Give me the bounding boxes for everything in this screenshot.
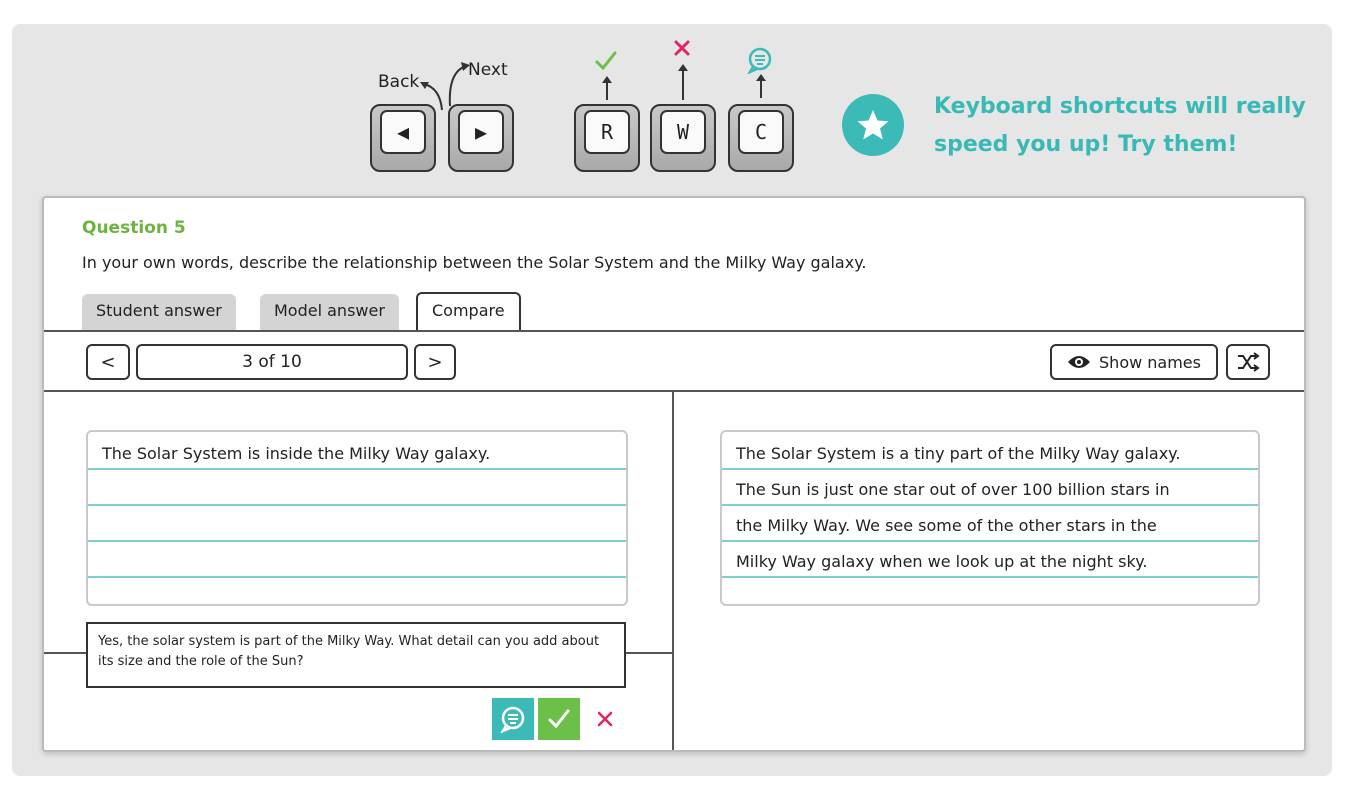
prev-button[interactable]: <	[86, 344, 130, 380]
comment-button[interactable]	[492, 698, 534, 740]
show-names-label: Show names	[1099, 352, 1201, 372]
question-number: Question 5	[82, 218, 186, 238]
r-key[interactable]	[574, 104, 640, 172]
mark-correct-button[interactable]	[538, 698, 580, 740]
w-key-glyph: W	[660, 110, 706, 154]
r-key-glyph: R	[584, 110, 630, 154]
tab-student-answer[interactable]: Student answer	[82, 294, 236, 330]
c-key[interactable]	[728, 104, 794, 172]
student-answer-box	[86, 430, 628, 606]
feedback-box[interactable]: Yes, the solar system is part of the Milky Way. What detail can you add about its size and the role of the Sun?	[86, 622, 626, 688]
shortcut-tip: Keyboard shortcuts will really speed you up! Try them!	[934, 94, 1306, 157]
marking-card	[42, 196, 1306, 752]
show-names-button[interactable]	[1050, 344, 1218, 380]
model-answer-line: The Solar System is a tiny part of the Milky Way galaxy.	[722, 434, 1258, 470]
toolbar-divider	[44, 390, 1304, 392]
next-arrow-icon	[444, 62, 472, 110]
panel-divider	[672, 392, 674, 750]
r-arrow-icon	[606, 82, 608, 100]
next-key[interactable]	[448, 104, 514, 172]
check-icon	[546, 707, 572, 731]
cross-icon	[672, 38, 692, 58]
mark-wrong-button[interactable]	[584, 698, 626, 740]
student-answer-line	[88, 506, 626, 542]
model-answer-line: The Sun is just one star out of over 100 billion stars in	[722, 470, 1258, 506]
model-answer-line: the Milky Way. We see some of the other stars in the	[722, 506, 1258, 542]
question-text: In your own words, describe the relationship between the Solar System and the Milky Way galaxy.	[82, 253, 867, 272]
feedback-rule-left	[44, 652, 86, 654]
tab-model-answer[interactable]: Model answer	[260, 294, 399, 330]
check-icon	[594, 50, 618, 72]
tab-divider	[44, 330, 1304, 332]
shuffle-icon	[1236, 352, 1260, 372]
star-icon	[855, 107, 891, 143]
student-answer-line	[88, 542, 626, 578]
page-position: 3 of 10	[136, 344, 408, 380]
back-label: Back	[378, 72, 420, 92]
model-answer-line: Milky Way galaxy when we look up at the night sky.	[722, 542, 1258, 578]
back-key[interactable]	[370, 104, 436, 172]
c-arrow-icon	[760, 80, 762, 98]
shuffle-button[interactable]	[1226, 344, 1270, 380]
c-key-glyph: C	[738, 110, 784, 154]
eye-icon	[1067, 354, 1091, 370]
back-key-glyph: ◀	[380, 110, 426, 154]
model-answer-box	[720, 430, 1260, 606]
comment-icon	[499, 705, 527, 733]
student-answer-line	[88, 470, 626, 506]
next-button[interactable]: >	[414, 344, 456, 380]
feedback-rule-right	[626, 652, 672, 654]
w-arrow-icon	[682, 70, 684, 100]
student-answer-line: The Solar System is inside the Milky Way galaxy.	[88, 434, 626, 470]
w-key[interactable]	[650, 104, 716, 172]
star-badge	[842, 94, 904, 156]
next-key-glyph: ▶	[458, 110, 504, 154]
cross-icon	[595, 709, 615, 729]
tab-compare[interactable]: Compare	[416, 292, 521, 332]
next-label: Next	[468, 60, 508, 80]
comment-icon	[746, 46, 774, 74]
